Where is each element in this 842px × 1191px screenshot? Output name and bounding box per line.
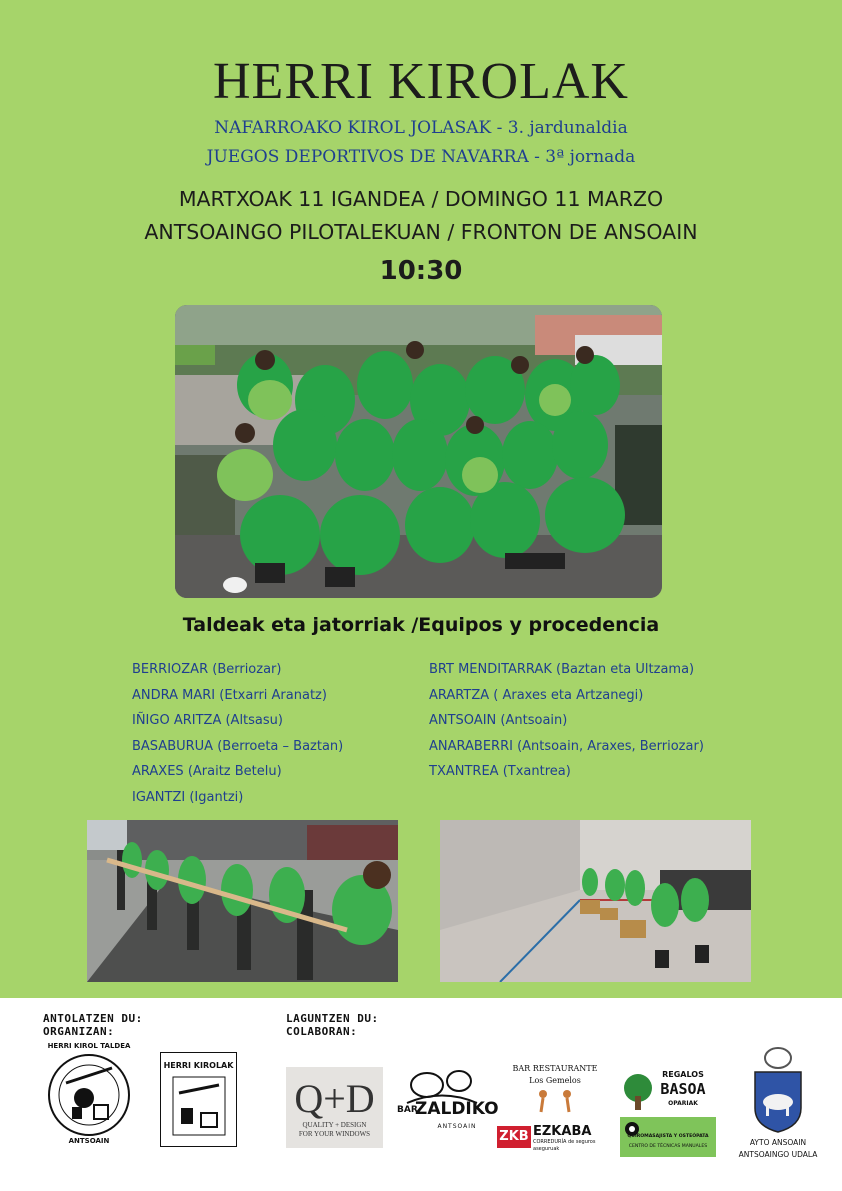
team-origin: (Etxarri Aranatz) bbox=[219, 687, 327, 703]
team-row bbox=[132, 785, 343, 811]
ezkaba-logo bbox=[497, 1126, 609, 1156]
team-name: IÑIGO ARITZA bbox=[132, 713, 222, 728]
organizers-label-es: ORGANIZAN: bbox=[43, 1025, 115, 1038]
subtitle-basque: NAFARROAKO KIROL JOLASAK - 3. jardunaldia bbox=[214, 118, 628, 138]
logo-basoa-line2: BASOA bbox=[660, 1080, 706, 1098]
team-name: ANTSOAIN bbox=[429, 713, 497, 728]
event-date: MARTXOAK 11 IGANDEA / DOMINGO 11 MARZO bbox=[178, 187, 664, 211]
los-gemelos-logo bbox=[505, 1064, 605, 1124]
team-name: BASABURUA bbox=[132, 738, 214, 754]
teams-heading: Taldeak eta jatorriak /Equipos y procedencia bbox=[182, 614, 660, 636]
team-origin: (Berroeta – Baztan) bbox=[217, 738, 344, 754]
team-row bbox=[429, 657, 704, 683]
event-venue: ANTSOAINGO PILOTALEKUAN / FRONTON DE ANSOAIN bbox=[144, 220, 698, 244]
team-origin: (Altsasu) bbox=[225, 713, 283, 728]
logo-zaldiko-name: ZALDIKO bbox=[415, 1099, 499, 1119]
team-origin: (Berriozar) bbox=[212, 662, 282, 677]
herri-kirol-taldea-logo bbox=[44, 1043, 134, 1153]
fronton-event-photo bbox=[440, 820, 751, 982]
subtitle-spanish: JUEGOS DEPORTIVOS DE NAVARRA - 3ª jornada bbox=[206, 147, 636, 167]
logo-qd-tag-2: FOR YOUR WINDOWS bbox=[298, 1130, 371, 1138]
logo-qd-mark: Q+D bbox=[294, 1076, 375, 1121]
team-row bbox=[429, 759, 704, 785]
team-origin: (Txantrea) bbox=[502, 764, 571, 779]
team-name: ARAXES bbox=[132, 764, 184, 779]
organizers-label bbox=[43, 1012, 143, 1038]
logo-ezkaba-line4: aseguruak bbox=[533, 1146, 560, 1152]
team-row bbox=[132, 734, 343, 760]
team-origin: (Araitz Betelu) bbox=[187, 764, 282, 779]
team-origin: ( Araxes eta Artzanegi) bbox=[493, 687, 644, 703]
sponsors-label-eu: LAGUNTZEN DU: bbox=[286, 1012, 379, 1025]
team-row bbox=[429, 683, 704, 709]
logo-ayto-line2: ANTSOAINGO UDALA bbox=[738, 1150, 818, 1159]
logo-htt-ring-text: HERRI KIROL TALDEA bbox=[47, 1042, 131, 1050]
logo-qd-tagline bbox=[286, 1121, 383, 1139]
logo-qd-tag-1: QUALITY + DESIGN bbox=[302, 1121, 367, 1129]
logo-ezkaba-name: EZKABA bbox=[533, 1124, 592, 1139]
team-group-photo bbox=[175, 305, 662, 598]
logo-ayto-line1: AYTO ANSOAIN bbox=[749, 1138, 807, 1147]
tug-of-war-photo bbox=[87, 820, 398, 982]
logo-basoa-line3: OPARIAK bbox=[668, 1100, 698, 1107]
sponsors-label-es: COLABORAN: bbox=[286, 1025, 358, 1038]
logo-ezkaba-mark: ZKB bbox=[497, 1126, 531, 1148]
team-name: ARARTZA bbox=[429, 687, 490, 703]
quality-design-logo bbox=[286, 1067, 383, 1148]
logo-saucha-line2: CENTRO DE TÉCNICAS MANUALES bbox=[628, 1144, 708, 1149]
team-row bbox=[429, 734, 704, 760]
teams-list-right bbox=[429, 657, 704, 785]
team-name: BRT MENDITARRAK bbox=[429, 662, 552, 677]
logo-gemelos-line2: Los Gemelos bbox=[529, 1076, 581, 1085]
team-origin: (Igantzi) bbox=[189, 789, 244, 805]
team-origin: (Antsoain) bbox=[500, 713, 568, 728]
regalos-basoa-logo bbox=[620, 1068, 716, 1114]
team-row bbox=[132, 708, 343, 734]
team-row bbox=[429, 708, 704, 734]
ayto-ansoain-logo bbox=[728, 1046, 828, 1162]
team-name: BERRIOZAR bbox=[132, 662, 209, 677]
quiromasajista-logo bbox=[620, 1117, 716, 1157]
logo-gemelos-line1: BAR RESTAURANTE bbox=[512, 1064, 598, 1073]
team-name: ANARABERRI bbox=[429, 738, 513, 754]
team-row bbox=[132, 759, 343, 785]
team-row bbox=[132, 683, 343, 709]
event-time: 10:30 bbox=[379, 256, 463, 286]
team-row bbox=[132, 657, 343, 683]
herri-kirolak-logo bbox=[160, 1052, 237, 1147]
team-name: IGANTZI bbox=[132, 789, 186, 805]
poster-title: HERRI KIROLAK bbox=[213, 53, 629, 110]
logo-htt-bottom-text: ANTSOAIN bbox=[68, 1137, 110, 1145]
team-name: ANDRA MARI bbox=[132, 687, 216, 703]
team-origin: (Antsoain, Araxes, Berriozar) bbox=[517, 738, 704, 754]
logo-zaldiko-bar: BAR bbox=[397, 1105, 418, 1115]
logo-hk-title: HERRI KIROLAK bbox=[163, 1061, 234, 1070]
sponsors-label bbox=[286, 1012, 379, 1038]
logo-saucha-line1: QUIROMASAJISTA Y OSTEÓPATA bbox=[627, 1134, 709, 1139]
organizers-label-eu: ANTOLATZEN DU: bbox=[43, 1012, 143, 1025]
bar-zaldiko-logo bbox=[397, 1063, 499, 1148]
logo-zaldiko-town: ANTSOAIN bbox=[437, 1123, 477, 1130]
logo-ezkaba-line3: CORREDURÍA de seguros bbox=[533, 1139, 596, 1145]
team-name: TXANTREA bbox=[429, 764, 499, 779]
team-origin: (Baztan eta Ultzama) bbox=[556, 662, 695, 677]
logo-basoa-line1: REGALOS bbox=[662, 1070, 704, 1079]
teams-list-left bbox=[132, 657, 343, 810]
